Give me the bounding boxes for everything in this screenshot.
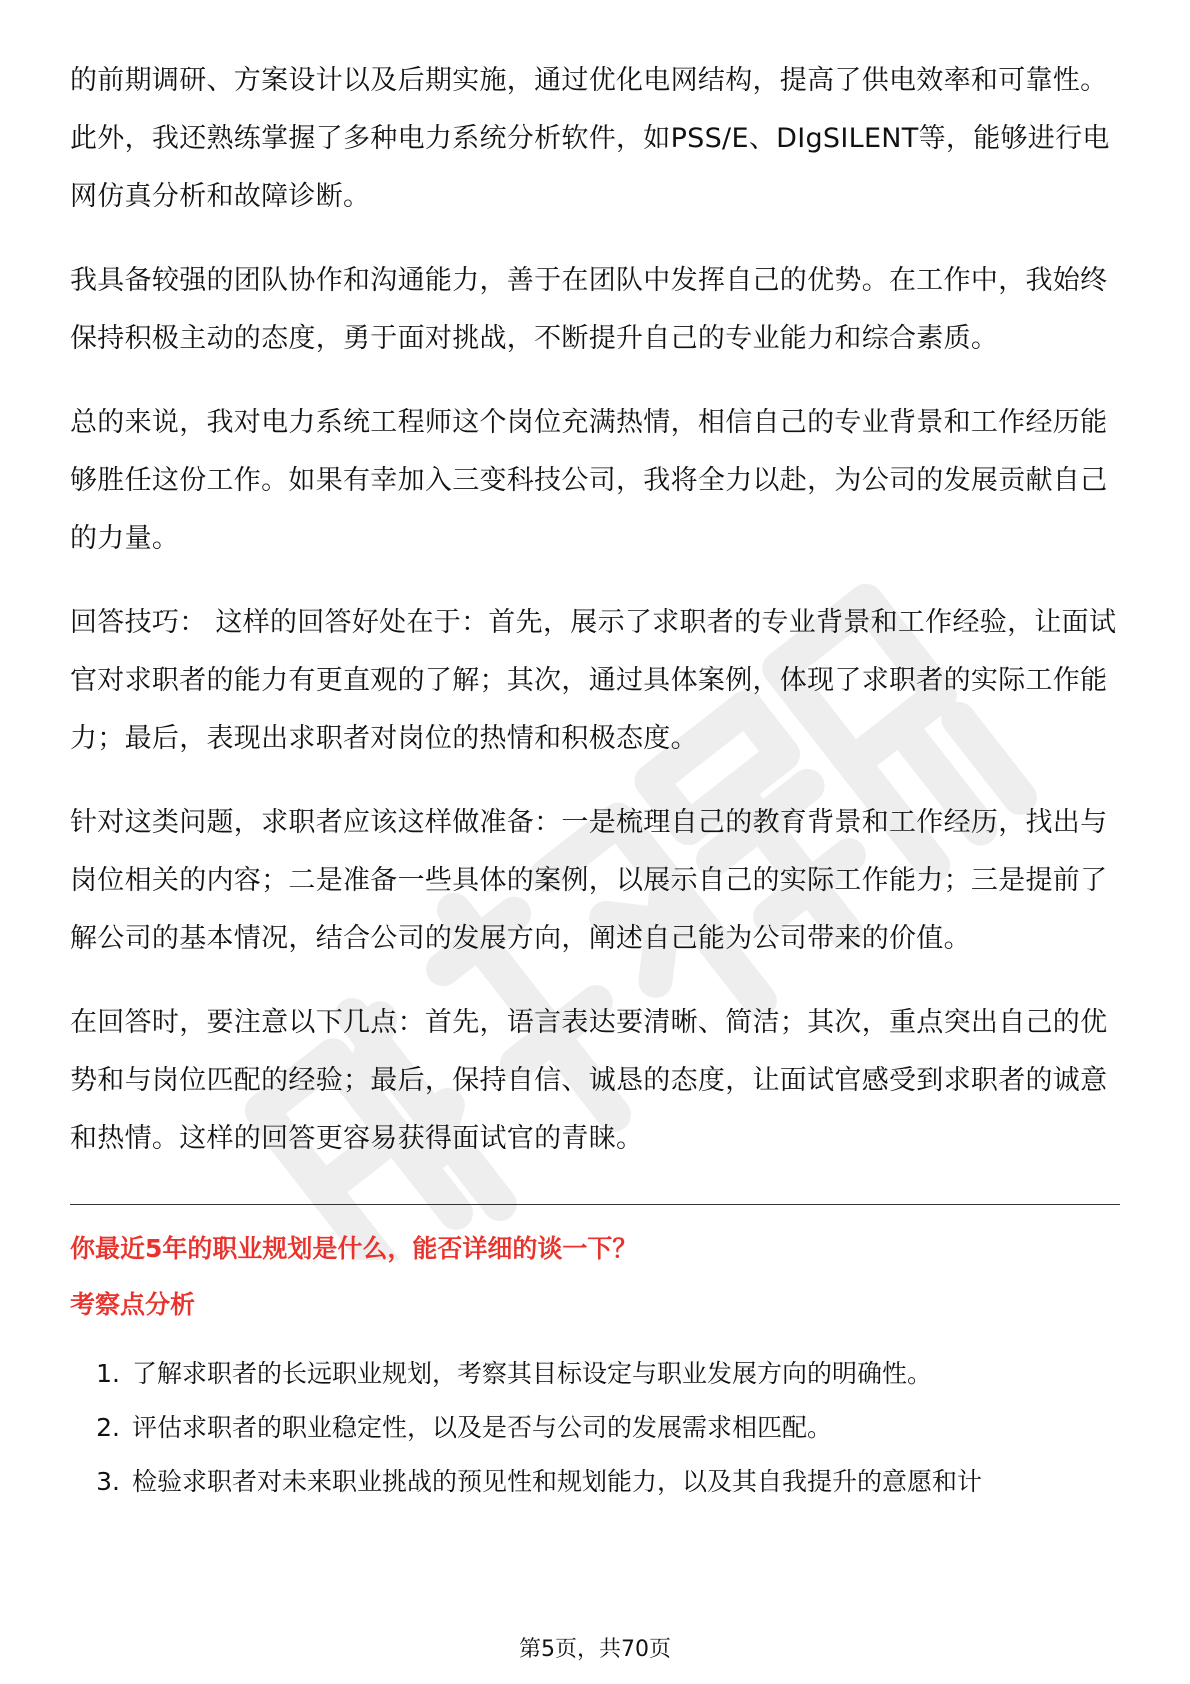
page-number-footer: 第5页，共70页 <box>519 1637 671 1662</box>
list-item-text: 了解求职者的长远职业规划，考察其目标设定与职业发展方向的明确性。 <box>132 1359 933 1388</box>
preparation-paragraph: 针对这类问题，求职者应该这样做准备：一是梳理自己的教育背景和工作经历，找出与岗位相关的内容；二是准备一些具体的案例，以展示自己的实际工作能力；三是提前了解公司的基本情况，结合公司的发展方向，阐述自己能为公司带来的价值。 <box>70 807 1108 954</box>
list-item-text: 评估求职者的职业稳定性，以及是否与公司的发展需求相匹配。 <box>132 1413 833 1442</box>
body-paragraph: 总的来说，我对电力系统工程师这个岗位充满热情，相信自己的专业背景和工作经历能够胜任这份工作。如果有幸加入三变科技公司，我将全力以赴，为公司的发展贡献自己的力量。 <box>70 407 1108 554</box>
list-number: 3. <box>96 1467 120 1496</box>
answer-tips-paragraph: 回答技巧： 这样的回答好处在于：首先，展示了求职者的专业背景和工作经验，让面试官对求职者的能力有更直观的了解；其次，通过具体案例，体现了求职者的实际工作能力；最后，表现出求职者对岗位的热情和积极态度。 <box>70 607 1117 754</box>
body-paragraph: 我具备较强的团队协作和沟通能力，善于在团队中发挥自己的优势。在工作中，我始终保持积极主动的态度，勇于面对挑战，不断提升自己的专业能力和综合素质。 <box>70 265 1108 354</box>
attention-paragraph: 在回答时，要注意以下几点：首先，语言表达要清晰、简洁；其次，重点突出自己的优势和与岗位匹配的经验；最后，保持自信、诚恳的态度，让面试官感受到求职者的诚意和热情。这样的回答更容易获得面试官的青睐。 <box>70 1007 1108 1154</box>
list-item-text: 检验求职者对未来职业挑战的预见性和规划能力，以及其自我提升的意愿和计 <box>132 1467 983 1496</box>
page-content <box>70 52 1120 1509</box>
list-item <box>70 1347 1120 1401</box>
list-number: 1. <box>96 1359 120 1388</box>
analysis-list <box>70 1347 1120 1509</box>
interview-question: 你最近5年的职业规划是什么，能否详细的谈一下？ <box>70 1234 638 1263</box>
section-divider <box>70 1204 1120 1205</box>
list-item <box>70 1401 1120 1455</box>
body-paragraph: 的前期调研、方案设计以及后期实施，通过优化电网结构，提高了供电效率和可靠性。此外，我还熟练掌握了多种电力系统分析软件，如PSS/E、DIgSILENT等，能够进行电网仿真分析和故障诊断。 <box>70 65 1110 212</box>
list-number: 2. <box>96 1413 120 1442</box>
analysis-heading: 考察点分析 <box>70 1290 196 1319</box>
list-item <box>70 1455 1120 1509</box>
